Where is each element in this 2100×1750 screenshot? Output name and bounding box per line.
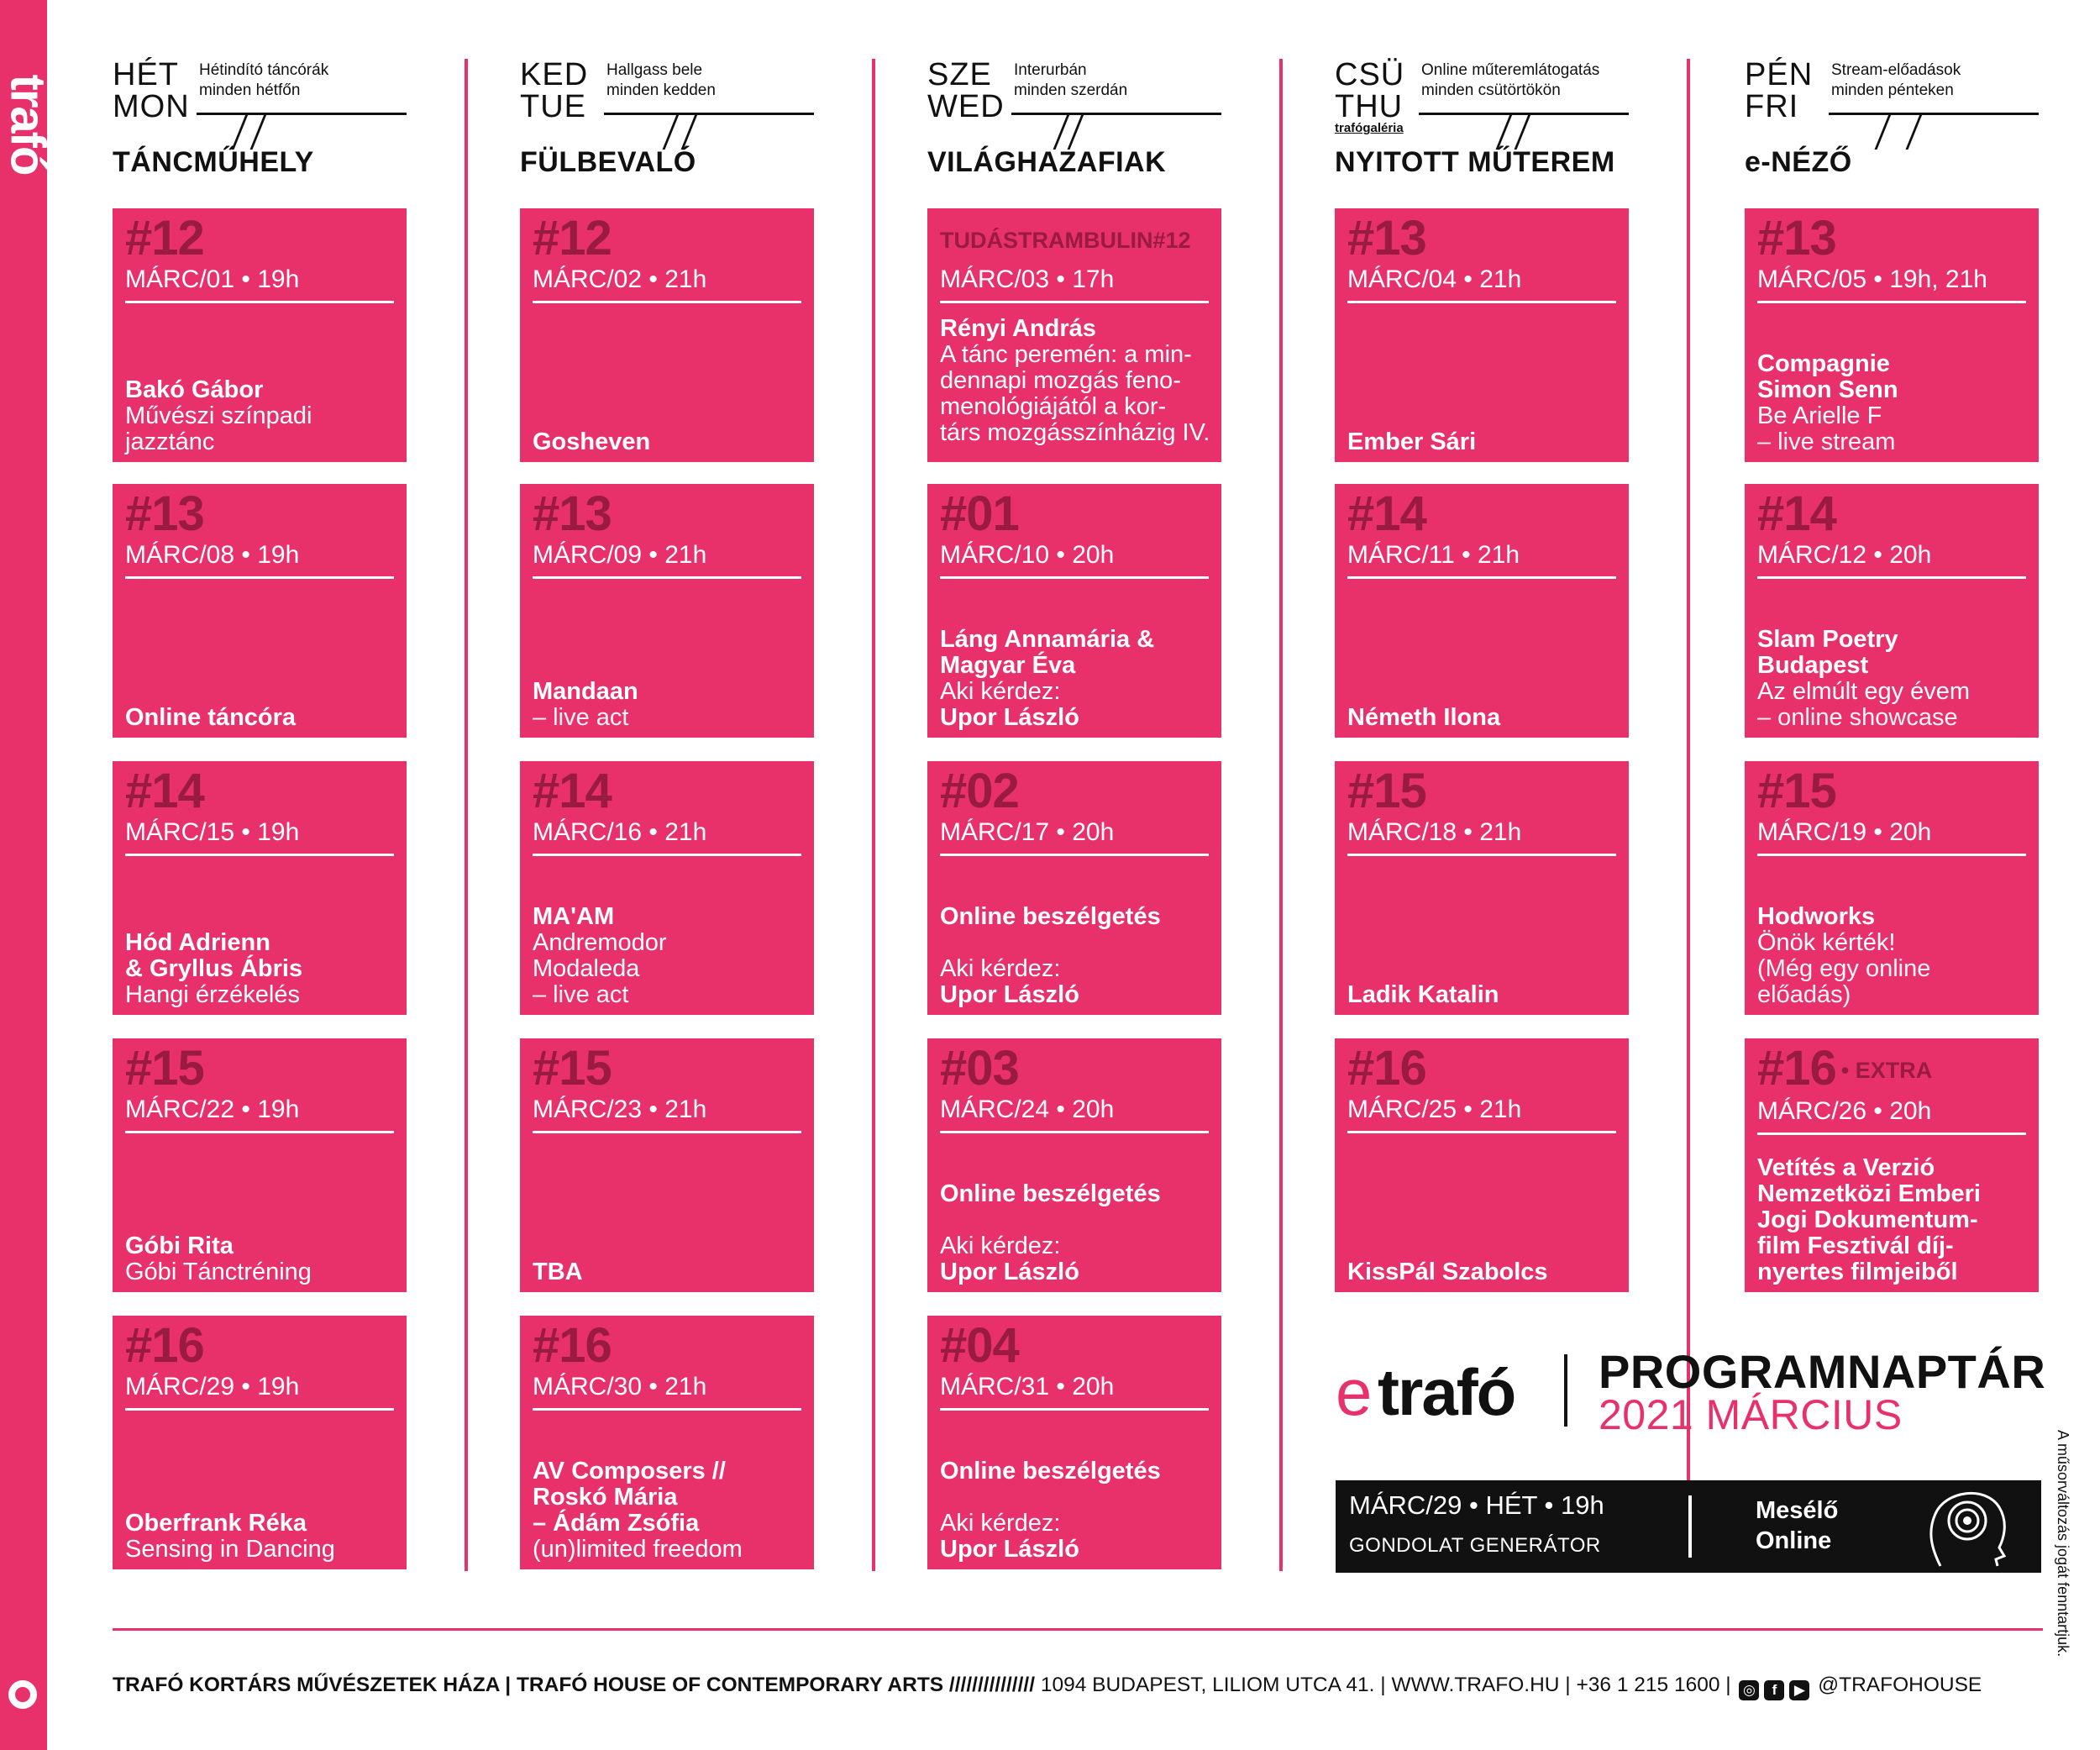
event-line: Andremodor: [533, 929, 667, 956]
header-slash: [1515, 114, 1531, 150]
series-title: e-NÉZŐ: [1745, 146, 1852, 178]
event-number: #14: [1757, 486, 1836, 541]
event-line: Nemzetközi Emberi: [1757, 1180, 1981, 1207]
column-subtitle: Hétindító táncórák minden hétfőn: [199, 61, 329, 99]
event-date: MÁRC/23 • 21h: [533, 1096, 801, 1133]
day-label: CSÜ THU: [1335, 57, 1405, 124]
event-line: menológiájától a kor-: [940, 393, 1167, 420]
event-date: MÁRC/15 • 19h: [125, 818, 394, 856]
column-header: [1745, 59, 2039, 185]
event-date: MÁRC/30 • 21h: [533, 1373, 801, 1411]
event-card[interactable]: [927, 1316, 1221, 1569]
spacer: [940, 930, 1211, 956]
event-line: Vetítés a Verzió: [1757, 1154, 1935, 1181]
event-number: #03: [940, 1041, 1019, 1096]
brand-sidebar: [0, 0, 55, 1750]
program-title: PROGRAMNAPTÁR: [1599, 1345, 2046, 1398]
event-line: Compagnie: [1757, 350, 1890, 377]
event-line: Góbi Tánctréning: [125, 1259, 312, 1285]
series-title: TÁNCMŰHELY: [113, 146, 314, 178]
column-header: [520, 59, 814, 185]
event-details: [533, 1458, 804, 1563]
event-line: – live stream: [1757, 428, 1896, 455]
spacer: [940, 1485, 1211, 1511]
event-number: #16: [533, 1318, 612, 1373]
footer: [113, 1674, 1982, 1700]
spacer: [940, 1207, 1211, 1233]
day-label: PÉN FRI: [1745, 57, 1814, 124]
event-line: jazztánc: [125, 428, 215, 455]
event-number: #14: [533, 764, 612, 818]
event-line: Mandaan: [533, 678, 638, 705]
event-card[interactable]: [927, 208, 1221, 462]
day-label: HÉT MON: [113, 57, 190, 124]
header-rule: [1011, 113, 1221, 115]
event-card[interactable]: [1745, 484, 2039, 738]
column-mon: [113, 59, 407, 185]
column-subtitle: Hallgass bele minden kedden: [606, 61, 716, 99]
extra-badge: • EXTRA: [1840, 1058, 1933, 1083]
event-line: Bakó Gábor: [125, 376, 264, 403]
event-date: MÁRC/19 • 20h: [1757, 818, 2026, 856]
event-details: [125, 705, 396, 731]
event-card[interactable]: [927, 1038, 1221, 1292]
trafogaleria-logo: trafógaléria: [1335, 121, 1404, 135]
event-line: Németh Ilona: [1347, 704, 1501, 731]
event-line: Aki kérdez:: [940, 678, 1061, 705]
event-details: [940, 627, 1211, 731]
event-line: – live act: [533, 981, 629, 1008]
event-date: MÁRC/10 • 20h: [940, 541, 1209, 579]
event-details: [1757, 351, 2029, 455]
event-line: Ember Sári: [1347, 428, 1477, 455]
event-line: Upor László: [940, 981, 1079, 1008]
event-line: TBA: [533, 1259, 583, 1285]
event-card[interactable]: [113, 761, 407, 1015]
program-separator: [1564, 1354, 1567, 1427]
event-line: Upor László: [940, 1259, 1079, 1285]
event-date: MÁRC/16 • 21h: [533, 818, 801, 856]
event-line: nyertes filmjeiből: [1757, 1259, 1958, 1285]
footer-address: 1094 BUDAPEST, LILIOM UTCA 41. | WWW.TRAFO.HU | +36 1 215 1600 |: [1035, 1674, 1737, 1696]
event-line: Upor László: [940, 1536, 1079, 1563]
event-series-label: TUDÁSTRAMBULIN#12: [940, 228, 1191, 253]
event-date: MÁRC/04 • 21h: [1347, 265, 1616, 303]
event-line: KissPál Szabolcs: [1347, 1259, 1548, 1285]
event-line: – Ádám Zsófia: [533, 1510, 700, 1537]
event-details: [125, 1511, 396, 1563]
event-card[interactable]: [520, 208, 814, 462]
event-details: [1347, 1259, 1619, 1285]
event-date: MÁRC/12 • 20h: [1757, 541, 2026, 579]
event-card[interactable]: [113, 484, 407, 738]
header-slash: [250, 114, 267, 150]
event-details: [125, 930, 396, 1008]
event-date: MÁRC/08 • 19h: [125, 541, 394, 579]
event-number: #02: [940, 764, 1019, 818]
event-card[interactable]: [520, 1038, 814, 1292]
event-details: [1757, 904, 2029, 1008]
header-slash: [1496, 114, 1513, 150]
event-line: Góbi Rita: [125, 1232, 234, 1259]
event-line: – live act: [533, 704, 629, 731]
event-date: MÁRC/31 • 20h: [940, 1373, 1209, 1411]
event-line: Online beszélgetés: [940, 903, 1161, 930]
special-event-box[interactable]: [1336, 1480, 2041, 1573]
special-event-date: MÁRC/29 • HÉT • 19h: [1349, 1490, 1604, 1520]
event-line: Aki kérdez:: [940, 1510, 1061, 1537]
event-date: MÁRC/02 • 21h: [533, 265, 801, 303]
event-card[interactable]: [1745, 761, 2039, 1015]
event-number: #15: [125, 1041, 204, 1096]
header-slash: [681, 114, 698, 150]
event-number: #16: [125, 1318, 204, 1373]
event-card[interactable]: [1335, 1038, 1629, 1292]
event-line: Hodworks: [1757, 903, 1876, 930]
event-line: Aki kérdez:: [940, 955, 1061, 982]
event-date: MÁRC/05 • 19h, 21h: [1757, 265, 2026, 303]
event-number: #14: [125, 764, 204, 818]
event-number: #16: [1347, 1041, 1426, 1096]
event-line: Online beszélgetés: [940, 1458, 1161, 1485]
header-slash: [1906, 114, 1923, 150]
event-details: [1347, 429, 1619, 455]
event-line: Az elmúlt egy évem: [1757, 678, 1971, 705]
column-wed: [927, 59, 1221, 185]
event-details: [1757, 627, 2029, 731]
event-details: [125, 377, 396, 455]
event-card[interactable]: [927, 761, 1221, 1015]
column-header: [927, 59, 1221, 185]
event-details: [533, 1259, 804, 1285]
trafo-logo: trafó: [0, 74, 55, 175]
column-header: [1335, 59, 1629, 185]
column-subtitle: Stream-előadások minden pénteken: [1831, 61, 1961, 99]
event-line: előadás): [1757, 981, 1851, 1008]
event-details: [1347, 982, 1619, 1008]
event-line: dennapi mozgás feno-: [940, 367, 1181, 394]
event-line: Online táncóra: [125, 704, 297, 731]
header-slash: [663, 114, 680, 150]
event-card[interactable]: [1335, 208, 1629, 462]
header-rule: [197, 113, 407, 115]
event-line: Ladik Katalin: [1347, 981, 1499, 1008]
event-line: Budapest: [1757, 652, 1869, 679]
event-details: [1347, 705, 1619, 731]
header-rule: [1829, 113, 2039, 115]
event-number: #15: [533, 1041, 612, 1096]
event-line: Rényi András: [940, 315, 1096, 342]
event-line: Simon Senn: [1757, 376, 1898, 403]
column-subtitle: Interurbán minden szerdán: [1014, 61, 1128, 99]
event-number: #13: [1347, 211, 1426, 265]
event-date: MÁRC/03 • 17h: [940, 265, 1209, 303]
change-notice: A műsorváltozás jogát fenntartjuk.: [2055, 1430, 2071, 1658]
event-date: MÁRC/01 • 19h: [125, 265, 394, 303]
event-details: [533, 679, 804, 731]
event-card[interactable]: [1335, 484, 1629, 738]
event-line: Láng Annamária &: [940, 626, 1155, 653]
event-number: #14: [1347, 486, 1426, 541]
header-slash: [1053, 114, 1070, 150]
etrafo-logo: e trafó: [1336, 1355, 1515, 1429]
header-rule: [1419, 113, 1629, 115]
event-line: Művészi színpadi: [125, 402, 312, 429]
event-line: Slam Poetry: [1757, 626, 1898, 653]
head-profile-icon: [1915, 1482, 2016, 1571]
event-line: – online showcase: [1757, 704, 1958, 731]
event-number: #13: [125, 486, 204, 541]
event-line: Gosheven: [533, 428, 651, 455]
event-details: [533, 904, 804, 1008]
series-title: FÜLBEVALÓ: [520, 146, 696, 178]
event-date: MÁRC/29 • 19h: [125, 1373, 394, 1411]
event-details: [125, 1233, 396, 1285]
event-details: [940, 904, 1211, 1008]
event-date: MÁRC/18 • 21h: [1347, 818, 1616, 856]
header-slash: [232, 114, 249, 150]
event-line: Hangi érzékelés: [125, 981, 300, 1008]
event-line: MA'AM: [533, 903, 615, 930]
footer-org: TRAFÓ KORTÁRS MŰVÉSZETEK HÁZA | TRAFÓ HOUSE OF CONTEMPORARY ARTS ///////////////: [113, 1674, 1036, 1696]
event-card[interactable]: [1335, 761, 1629, 1015]
event-date: MÁRC/17 • 20h: [940, 818, 1209, 856]
column-tue: [520, 59, 814, 185]
special-event-generator: GONDOLAT GENERÁTOR: [1349, 1534, 1601, 1557]
event-line: (Még egy online: [1757, 955, 1931, 982]
event-number: #12: [125, 211, 204, 265]
event-date: MÁRC/11 • 21h: [1347, 541, 1616, 579]
event-details: [1757, 1155, 2029, 1285]
event-date: MÁRC/22 • 19h: [125, 1096, 394, 1133]
event-line: társ mozgásszínházig IV.: [940, 419, 1210, 446]
column-fri: [1745, 59, 2039, 185]
header-rule: [604, 113, 814, 115]
event-date: MÁRC/24 • 20h: [940, 1096, 1209, 1133]
event-date: MÁRC/25 • 21h: [1347, 1096, 1616, 1133]
event-card[interactable]: [113, 1038, 407, 1292]
event-number: #04: [940, 1318, 1019, 1373]
column-thu: [1335, 59, 1629, 185]
column-header: [113, 59, 407, 185]
event-line: Modaleda: [533, 955, 640, 982]
event-line: film Fesztivál díj-: [1757, 1232, 1954, 1259]
column-divider: [872, 59, 875, 1571]
series-title: VILÁGHAZAFIAK: [927, 146, 1167, 178]
event-number: #01: [940, 486, 1019, 541]
event-card[interactable]: [113, 1316, 407, 1569]
event-card[interactable]: [927, 484, 1221, 738]
event-line: Be Arielle F: [1757, 402, 1882, 429]
event-line: Magyar Éva: [940, 652, 1076, 679]
event-line: Önök kérték!: [1757, 929, 1896, 956]
footer-handle[interactable]: @TRAFOHOUSE: [1818, 1674, 1982, 1696]
event-card[interactable]: [520, 484, 814, 738]
facebook-icon[interactable]: f: [1764, 1680, 1784, 1700]
trafo-mark-icon: [8, 1680, 37, 1709]
special-event-title: Mesélő Online: [1756, 1497, 1839, 1554]
event-details: [940, 316, 1211, 446]
event-card[interactable]: [1745, 208, 2039, 462]
column-divider: [1279, 59, 1283, 1571]
header-slash: [1068, 114, 1084, 150]
program-subtitle: 2021 MÁRCIUS: [1599, 1391, 1903, 1438]
event-number: #13: [533, 486, 612, 541]
event-line: AV Composers //: [533, 1458, 726, 1485]
header-slash: [1875, 114, 1892, 150]
event-details: [533, 429, 804, 455]
day-label: KED TUE: [520, 57, 589, 124]
event-line: & Gryllus Ábris: [125, 955, 303, 982]
event-date: MÁRC/09 • 21h: [533, 541, 801, 579]
event-number: #15: [1347, 764, 1426, 818]
event-details: [940, 1458, 1211, 1563]
special-event-separator: [1688, 1495, 1692, 1558]
event-line: Aki kérdez:: [940, 1232, 1061, 1259]
event-number: #15: [1757, 764, 1836, 818]
event-date: MÁRC/26 • 20h: [1757, 1097, 2026, 1135]
event-card[interactable]: [1745, 1038, 2039, 1292]
event-number: #16 • EXTRA: [1757, 1041, 1933, 1096]
event-card[interactable]: [113, 208, 407, 462]
event-line: A tánc peremén: a min-: [940, 341, 1192, 368]
event-line: Roskó Mária: [533, 1484, 678, 1511]
event-line: Upor László: [940, 704, 1079, 731]
event-line: Oberfrank Réka: [125, 1510, 307, 1537]
series-title: NYITOTT MŰTEREM: [1335, 146, 1615, 178]
event-number: #12: [533, 211, 612, 265]
event-card[interactable]: [520, 1316, 814, 1569]
column-subtitle: Online műteremlátogatás minden csütörtökön: [1421, 61, 1600, 99]
event-line: Jogi Dokumentum-: [1757, 1206, 1978, 1233]
event-line: Online beszélgetés: [940, 1180, 1161, 1207]
event-line: Sensing in Dancing: [125, 1536, 335, 1563]
event-card[interactable]: [520, 761, 814, 1015]
event-line: Hód Adrienn: [125, 929, 270, 956]
youtube-icon[interactable]: ▶: [1789, 1680, 1809, 1700]
footer-rule: [113, 1628, 2043, 1631]
day-label: SZE WED: [927, 57, 1005, 124]
event-details: [940, 1181, 1211, 1285]
instagram-icon[interactable]: ◎: [1739, 1680, 1759, 1700]
column-divider: [465, 59, 468, 1571]
event-line: (un)limited freedom: [533, 1536, 743, 1563]
event-number: #13: [1757, 211, 1836, 265]
